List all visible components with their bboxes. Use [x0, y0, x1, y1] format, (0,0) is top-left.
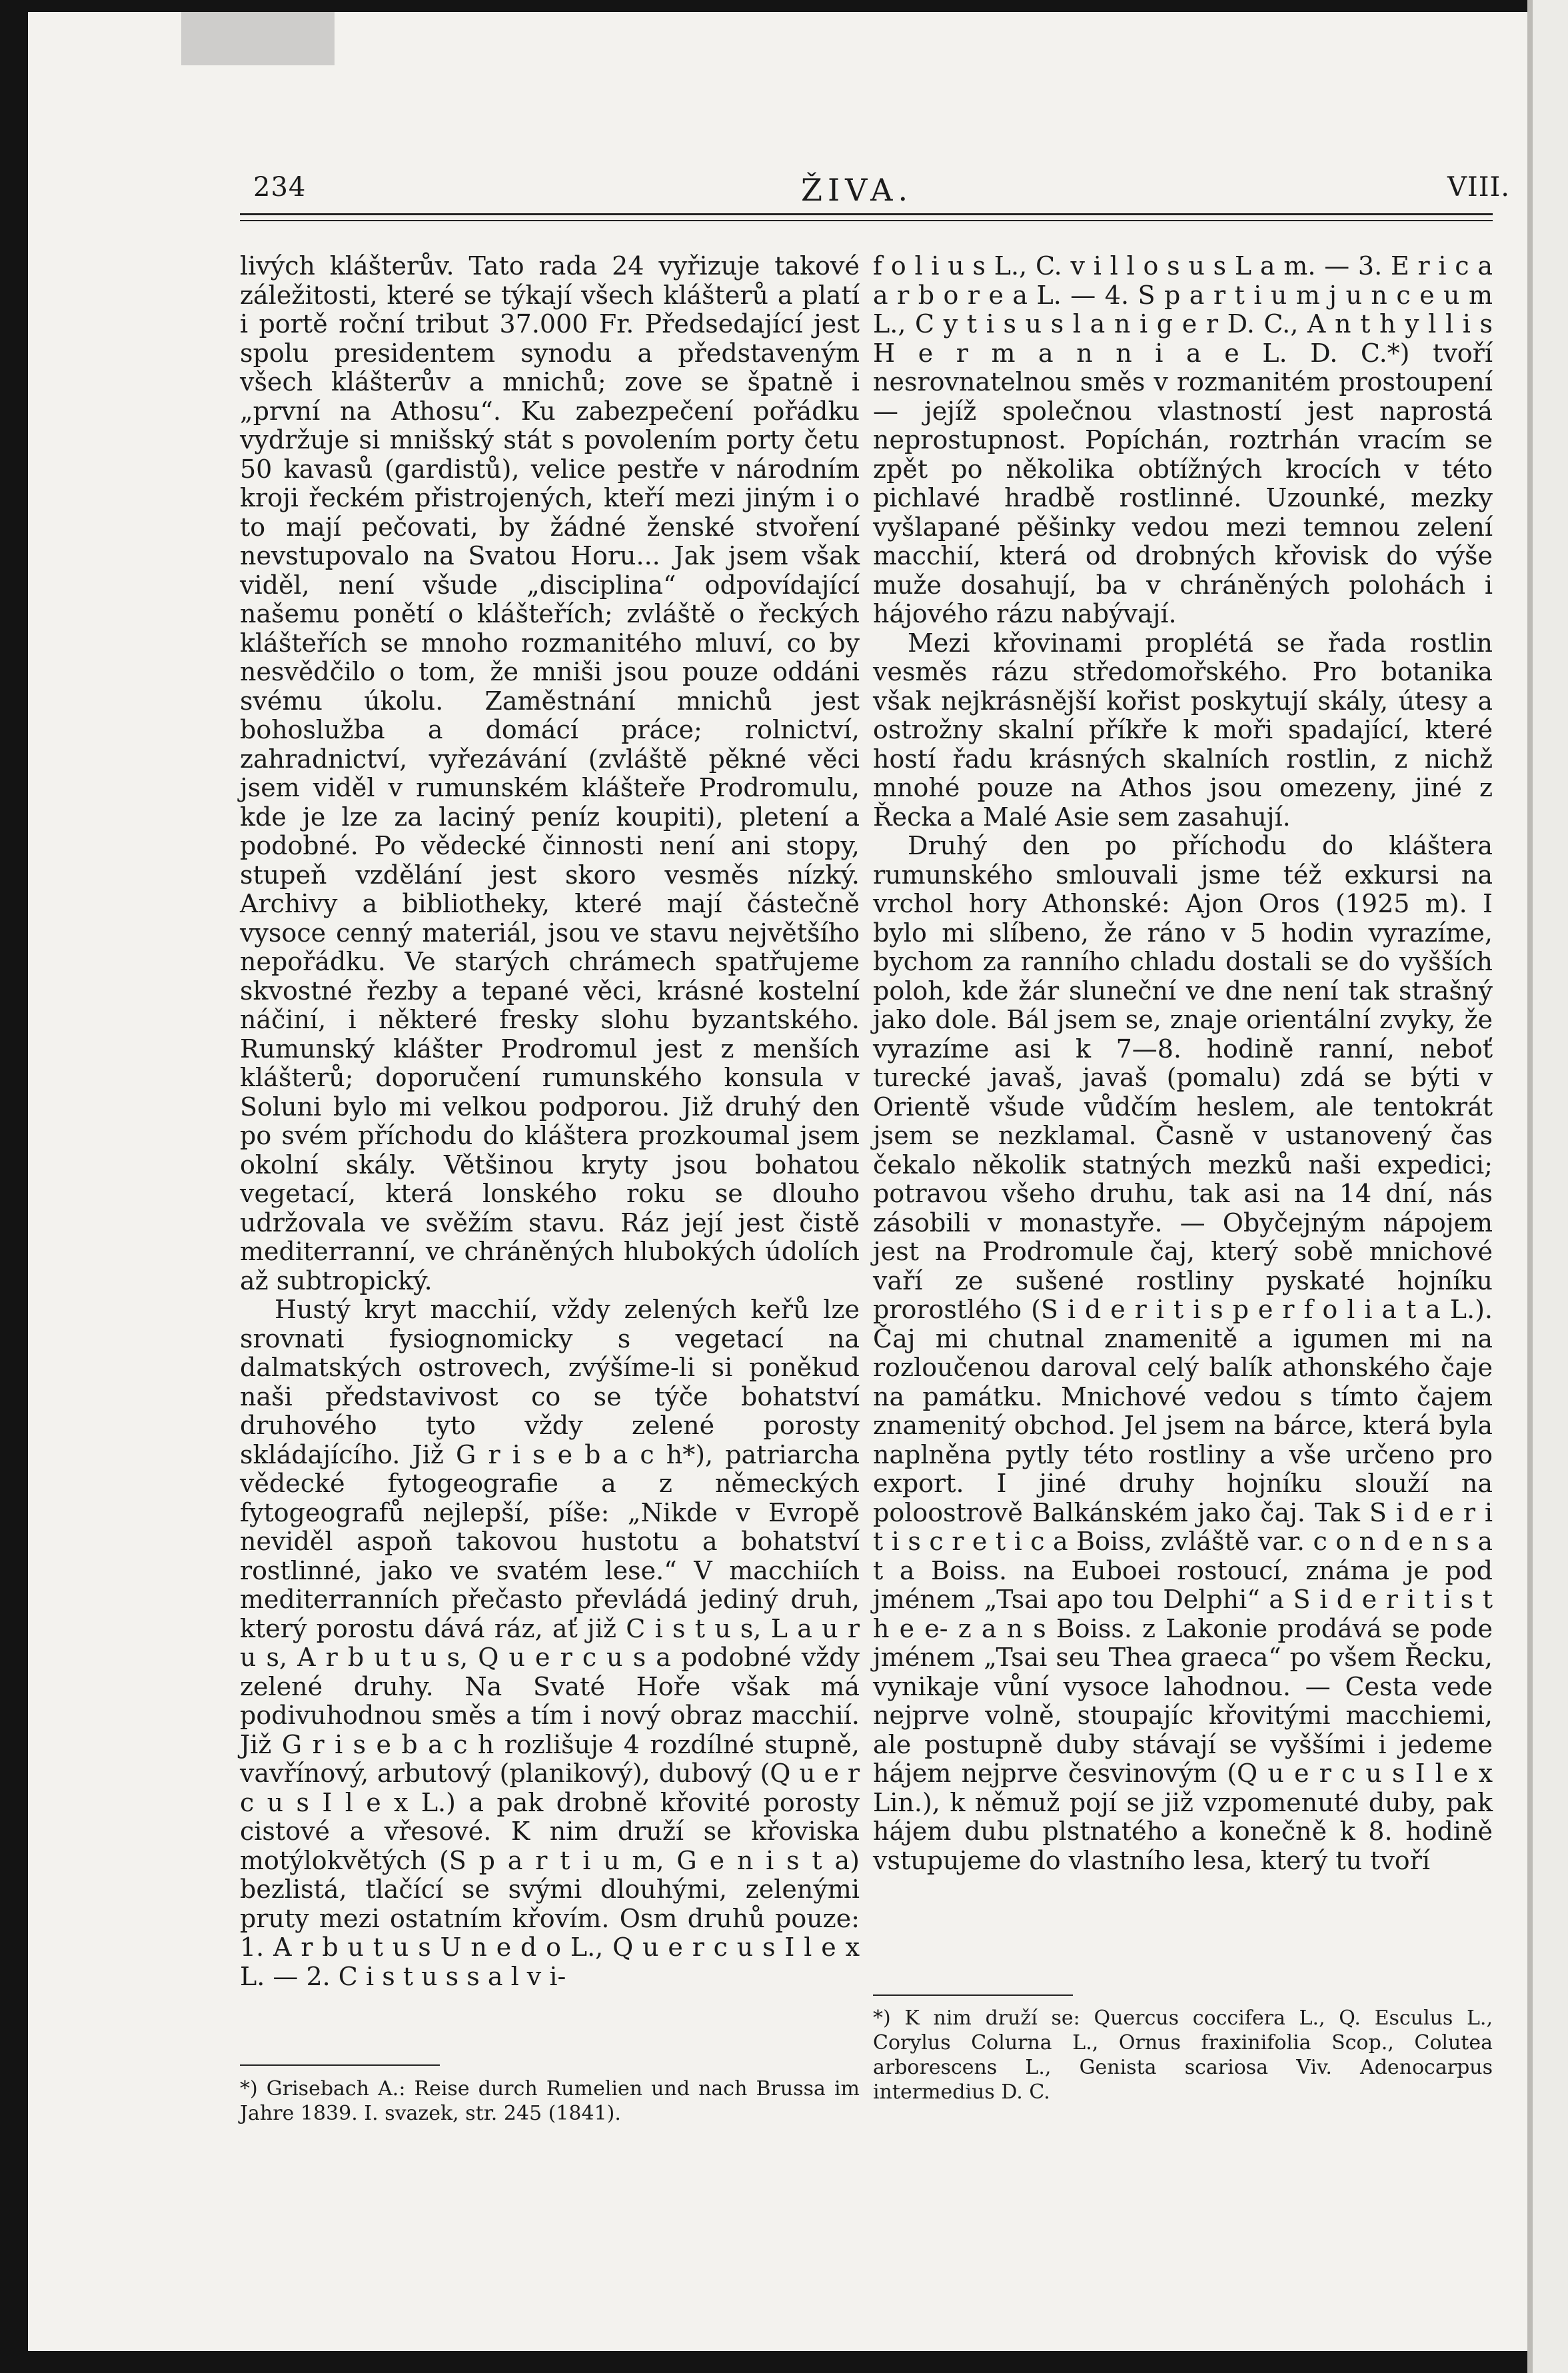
header-rule [240, 213, 1493, 221]
scan-right-margin [1527, 0, 1568, 2373]
paragraph: livých klášterův. Tato rada 24 vyřizuje takové záležitosti, které se týkají všech klášterů a platí i portě roční tribut 37.000 Fr. Předsedající jest spolu presidentem synodu a představeným všech klášterův a mnichů; zove se špatně i „první na Athosu“. Ku zabezpečení pořádku vydržuje si mnišský stát s povolením porty četu 50 kavasů (gardistů), velice pestře v národním kroji řeckém přistrojených, kteří mezi jiným i o to mají pečovati, by žádné ženské stvoření nevstupovalo na Svatou Horu... Jak jsem však viděl, není všude „disciplina“ odpovídající našemu ponětí o klášteřích; zvláště o řeckých klášteřích se mnoho rozmanitého mluví, co by nesvědčilo o tom, že mniši jsou pouze oddáni svému úkolu. Zaměstnání mnichů jest bohoslužba a domácí práce; rolnictví, zahradnictví, vyřezávání (zvláště pěkné věci jsem viděl v rumunském klášteře Prodromulu, kde je lze za laciný peníz koupiti), pletení a podobné. Po vědecké činnosti není ani stopy, stupeň vzdělání jest skoro vesměs nízký. Archivy a bibliotheky, které mají částečně vysoce cenný materiál, jsou ve stavu největšího nepořádku. Ve starých chrámech spatřujeme skvostné řezby a tepané věci, krásné kostelní náčiní, i některé fresky slohu byzantského. Rumunský klášter Prodromul jest z menších klášterů; doporučení rumunského konsula v Soluni bylo mi velkou podporou. Již druhý den po svém příchodu do kláštera prozkoumal jsem okolní skály. Většinou kryty jsou bohatou vegetací, která lonského roku se dlouho udržovala ve svěžím stavu. Ráz její jest čistě mediterranní, ve chráněných hlubokých údolích až subtropický. [240, 251, 868, 1295]
footnote-rule [873, 1994, 1073, 1996]
volume-number: VIII. [1447, 172, 1511, 203]
footnote: *) Grisebach A.: Reise durch Rumelien und nach Brussa im Jahre 1839. I. svazek, str. 245 (1841). [240, 2077, 866, 2125]
document-page [28, 12, 1527, 2351]
journal-title: ŽIVA. [801, 172, 914, 208]
scan-smudge [181, 12, 335, 65]
left-column [240, 251, 868, 1991]
paragraph: Hustý kryt macchií, vždy zelených keřů lze srovnati fysiognomicky s vegetací na dalmatských ostrovech, zvýšíme-li si poněkud naši představivost co se týče bohatství druhového tyto vždy zelené porosty skládajícího. Již G r i s e b a c h*), patriarcha vědecké fytogeografie a z německých fytogeografů nejlepší, píše: „Nikde v Evropě neviděl aspoň takovou hustotu a bohatství rostlinné, jako ve svatém lese.“ V macchiích mediterranních přečasto převládá jediný druh, který porostu dává ráz, ať již C i s t u s, L a u r u s, A r b u t u s, Q u e r c u s a podobné vždy zelené druhy. Na Svaté Hoře však má podivuhodnou směs a tím i nový obraz macchií. Již G r i s e b a c h rozlišuje 4 rozdílné stupně, vavřínový, arbutový (planikový), dubový (Q u e r c u s I l e x L.) a pak drobně křovité porosty cistové a vřesové. K nim druží se křoviska motýlokvětých (S p a r t i u m, G e n i s t a) bezlistá, tlačící se svými dlouhými, zelenými pruty mezi ostatním křovím. Osm druhů pouze: 1. A r b u t u s U n e d o L., Q u e r c u s I l e x L. — 2. C i s t u s s a l v i- [240, 1295, 868, 1991]
scan-fold-shadow [1527, 0, 1533, 2373]
paragraph: Mezi křovinami proplétá se řada rostlin vesměs rázu středomořského. Pro botanika však nejkrásnější kořist poskytují skály, útesy a ostrožny skalní příkře k moři spadající, které hostí řadu krásných skalních rostlin, z nichž mnohé pouze na Athos jsou omezeny, jiné z Řecka a Malé Asie sem zasahují. [873, 628, 1501, 832]
page-number: 234 [253, 172, 307, 203]
footnote: *) K nim druží se: Quercus coccifera L., Q. Esculus L., Corylus Colurna L., Ornus fraxinifolia Scop., Colutea arborescens L., Genista scariosa Viv. Adenocarpus intermedius D. C. [873, 2006, 1499, 2104]
right-column [873, 251, 1501, 1875]
paragraph: Druhý den po příchodu do kláštera rumunského smlouvali jsme též exkursi na vrchol hory Athonské: Ajon Oros (1925 m). I bylo mi slíbeno, že ráno v 5 hodin vyrazíme, bychom za ranního chladu dostali se do vyšších poloh, kde žár sluneční ve dne není tak strašný jako dole. Bál jsem se, znaje orientální zvyky, že vyrazíme asi k 7—8. hodině ranní, neboť turecké javaš, javaš (pomalu) zdá se býti v Orientě všude vůdčím heslem, ale tentokrát jsem se nezklamal. Časně v ustanovený čas čekalo několik statných mezků naši expedici; potravou všeho druhu, tak asi na 14 dní, nás zásobili v monastyře. — Obyčejným nápojem jest na Prodromule čaj, který sobě mnichové vaří ze sušené rostliny pyskaté hojníku prorostlého (S i d e r i t i s p e r f o l i a t a L.). Čaj mi chutnal znamenitě a igumen mi na rozloučenou daroval celý balík athonského čaje na památku. Mnichové vedou s tímto čajem znamenitý obchod. Jel jsem na bárce, která byla naplněna pytly této rostliny a vše určeno pro export. I jiné druhy hojníku slouží na poloostrově Balkánském jako čaj. Tak S i d e r i t i s c r e t i c a Boiss, zvláště var. c o n d e n s a t a Boiss. na Euboei rostoucí, známa je pod jménem „Tsai apo tou Delphi“ a S i d e r i t i s t h e e- z a n s Boiss. z Lakonie prodává se pode jménem „Tsai seu Thea graeca“ po všem Řecku, vynikaje vůní vysoce lahodnou. — Cesta vede nejprve volně, stoupajíc křovitými macchiemi, ale postupně duby stávají se vyššími i jedeme hájem nejprve česvinovým (Q u e r c u s I l e x Lin.), k němuž pojí se již vzpomenuté duby, pak hájem dubu plstnatého a konečně k 8. hodině vstupujeme do vlastního lesa, který tu tvoří [873, 831, 1501, 1875]
footnote-rule [240, 2064, 440, 2066]
paragraph: f o l i u s L., C. v i l l o s u s L a m. — 3. E r i c a a r b o r e a L. — 4. S p a r t i u m j u n c e u m L., C y t i s u s l a n i g e r D. C., A n t h y l l i s H e r m a n n i a e L. D. C.*) tvoří nesrovnatelnou směs v rozmanitém prostoupení — jejíž společnou vlastností jest naprostá neprostupnost. Popíchán, roztrhán vracím se zpět po několika obtížných krocích v této pichlavé hradbě rostlinné. Uzounké, mezky vyšlapané pěšinky vedou mezi temnou zelení macchií, která od drobných křovisk do výše muže dosahují, ba v chráněných polohách i hájového rázu nabývají. [873, 251, 1501, 628]
